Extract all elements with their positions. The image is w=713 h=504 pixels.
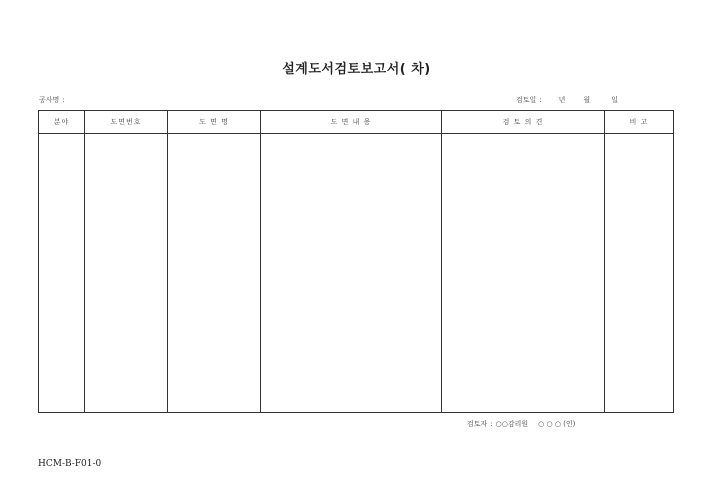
- column-header-drawing-number: 도면번호: [85, 111, 168, 134]
- column-header-drawing-name: 도 면 명: [168, 111, 261, 134]
- form-code: HCM-B-F01-0: [38, 459, 102, 469]
- column-header-remarks: 비 고: [605, 111, 674, 134]
- reviewer-separator: :: [490, 420, 493, 428]
- review-date-separator: :: [539, 96, 542, 104]
- reviewer-signature: ○ ○ ○ (인): [538, 420, 576, 428]
- reviewer-role: ○○감리원: [495, 420, 529, 428]
- column-header-drawing-content: 도 면 내 용: [261, 111, 442, 134]
- table-cell[interactable]: [39, 134, 85, 413]
- table-header-row: [39, 111, 674, 134]
- table-cell[interactable]: [605, 134, 674, 413]
- month-label: 월: [583, 96, 591, 104]
- table-cell[interactable]: [168, 134, 261, 413]
- reviewer-line: [467, 419, 575, 429]
- column-header-field: 분야: [39, 111, 85, 134]
- review-table: [38, 110, 674, 413]
- review-date-label: 검토일: [516, 96, 537, 104]
- project-name-label: 공사명: [39, 96, 60, 104]
- year-label: 년: [558, 96, 566, 104]
- table-cell[interactable]: [442, 134, 605, 413]
- day-label: 일: [611, 96, 618, 104]
- project-name-field: [39, 95, 68, 105]
- review-date-field: [516, 95, 618, 105]
- table-cell[interactable]: [85, 134, 168, 413]
- reviewer-label: 검토자: [467, 420, 488, 428]
- project-name-separator: :: [62, 96, 65, 104]
- column-header-review-opinion: 검 토 의 견: [442, 111, 605, 134]
- table-row: [39, 134, 674, 413]
- table-cell[interactable]: [261, 134, 442, 413]
- document-title: 설계도서검토보고서( 차): [282, 62, 431, 77]
